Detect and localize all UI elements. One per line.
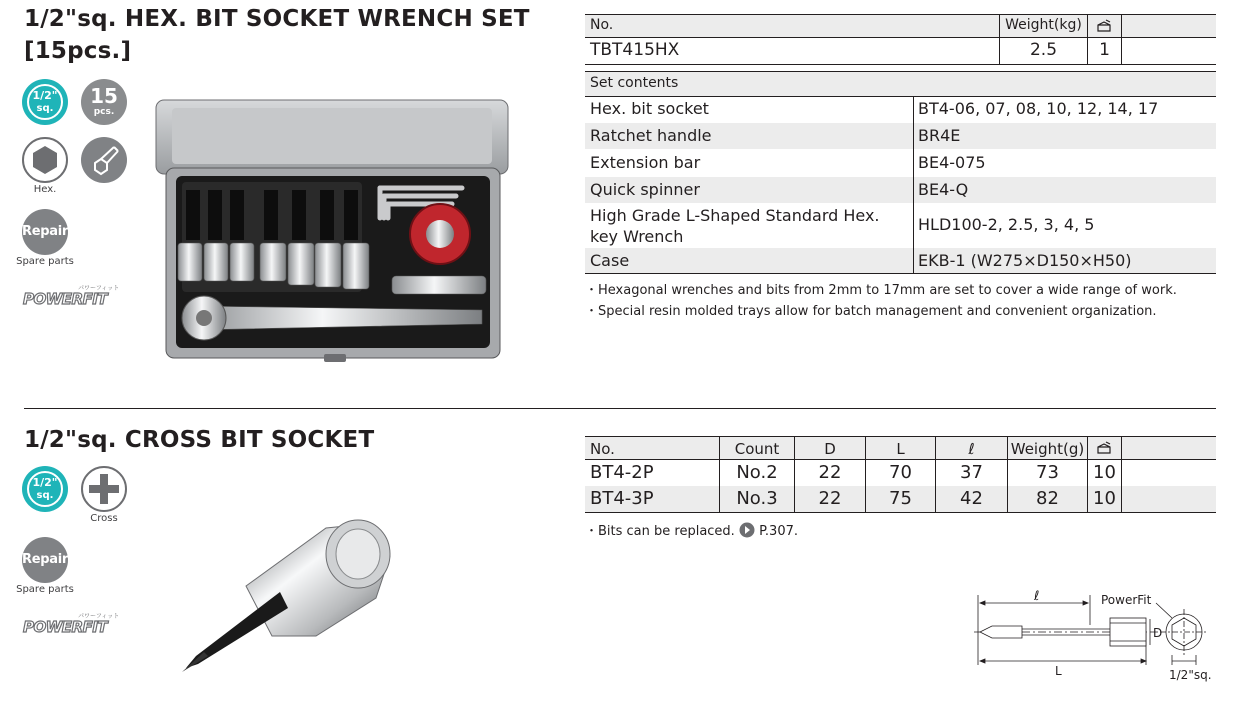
cross-row-1-no: BT4-2P (590, 462, 654, 483)
cross-bit-socket-image (176, 506, 398, 674)
cross-row-2-count: No.3 (736, 488, 778, 509)
cross-row-1-l: 70 (889, 462, 912, 483)
product1-title: 1/2"sq. HEX. BIT SOCKET WRENCH SET (24, 6, 530, 32)
cross-vline-7 (1121, 437, 1122, 512)
size-badge-2 (22, 466, 68, 512)
spec-header-weight: Weight(kg) (1005, 17, 1082, 33)
cross-row-1-count: No.2 (736, 462, 778, 483)
product1-subtitle: [15pcs.] (24, 38, 132, 64)
powerfit-logo (22, 283, 126, 307)
hex-badge (22, 137, 68, 183)
cross-row-2-d: 22 (818, 488, 842, 509)
contents-name-5: High Grade L-Shaped Standard Hex. key Wrench (590, 206, 880, 246)
socket-set-case-image (152, 98, 512, 366)
contents-bottom-rule (585, 273, 1216, 274)
contents-value-1: BT4-06, 07, 08, 10, 12, 14, 17 (918, 99, 1159, 118)
page-ref-arrow-icon (739, 522, 755, 538)
carton-icon (1096, 19, 1112, 33)
contents-header: Set contents (590, 75, 679, 91)
cross-row-1-d: 22 (818, 462, 842, 483)
repair-badge-2: Repair (22, 537, 68, 583)
spec-row-no: TBT415HX (590, 40, 680, 60)
product1-note-2: ・Special resin molded trays allow for batch management and convenient organization. (585, 304, 1157, 319)
cross-icon (83, 468, 125, 510)
cross-table-bottom-rule (585, 512, 1216, 513)
contents-name-4: Quick spinner (590, 180, 700, 199)
hex-bit-badge (81, 137, 127, 183)
repair-badge: Repair (22, 209, 68, 255)
cross-row-1-ell: 37 (960, 462, 983, 483)
contents-value-3: BE4-075 (918, 153, 986, 172)
cross-row-1-weight: 73 (1036, 462, 1059, 483)
cross-row-2-no: BT4-3P (590, 488, 654, 509)
spec-row-qty: 1 (1099, 40, 1110, 60)
repair-badge-2-caption: Spare parts (16, 584, 74, 595)
contents-name-2: Ratchet handle (590, 126, 712, 145)
cross-row-2-l: 75 (889, 488, 912, 509)
section-divider (24, 408, 1216, 409)
size-badge-2-unit: sq. (36, 490, 54, 501)
pieces-badge-unit: pcs. (93, 107, 115, 117)
contents-name-3: Extension bar (590, 153, 701, 172)
cross-header-weight: Weight(g) (1010, 440, 1085, 458)
contents-name-1: Hex. bit socket (590, 99, 709, 118)
hex-badge-caption: Hex. (33, 184, 57, 195)
powerfit-logo-2-text: POWERFIT (23, 618, 108, 635)
dimension-ell-label: ℓ (1034, 589, 1040, 604)
size-badge-unit: sq. (36, 103, 54, 114)
product2-note-ref[interactable]: P.307. (759, 524, 799, 539)
cross-badge-caption: Cross (90, 513, 118, 524)
repair-badge-caption: Spare parts (16, 256, 74, 267)
pieces-badge (81, 79, 127, 125)
cross-header-d: D (824, 440, 836, 458)
cross-header-count: Count (734, 440, 780, 458)
size-badge-num: 1/2" (32, 89, 58, 102)
product2-note-text: ・Bits can be replaced. (585, 524, 735, 539)
spec-bottom-rule (585, 64, 1216, 65)
cross-row-2-ell: 42 (960, 488, 983, 509)
powerfit-logo-2 (22, 611, 126, 635)
product2-title: 1/2"sq. CROSS BIT SOCKET (24, 427, 375, 453)
cross-header-no: No. (590, 440, 615, 458)
contents-value-2: BR4E (918, 126, 961, 145)
dimension-l-label: L (1055, 664, 1062, 678)
spec-row-weight: 2.5 (1029, 40, 1058, 60)
product2-note (585, 520, 798, 539)
powerfit-logo-kana: パワーフィット (78, 285, 120, 292)
spec-header-no: No. (590, 17, 614, 33)
contents-vline (913, 97, 914, 273)
cross-header-ell: ℓ (968, 440, 975, 458)
contents-name-6: Case (590, 251, 630, 270)
cross-row-1-qty: 10 (1093, 462, 1116, 483)
dimension-drawing (960, 585, 1230, 685)
cross-header-l: L (896, 440, 905, 458)
powerfit-logo-2-kana: パワーフィット (78, 613, 120, 620)
cross-badge (81, 466, 127, 512)
contents-header-rule (585, 96, 1216, 97)
dimension-sq-label: 1/2"sq. (1169, 668, 1212, 682)
contents-value-5: HLD100-2, 2.5, 3, 4, 5 (918, 215, 1095, 234)
cross-row-2-weight: 82 (1036, 488, 1059, 509)
carton-icon-2 (1096, 441, 1112, 455)
powerfit-logo-text: POWERFIT (23, 290, 108, 307)
spec-vline-3 (1121, 15, 1122, 64)
product1-note-1: ・Hexagonal wrenches and bits from 2mm to 17mm are set to cover a wide range of work. (585, 283, 1177, 298)
size-badge (22, 79, 68, 125)
hex-bit-icon (81, 137, 127, 183)
dimension-d-label: D (1153, 626, 1163, 640)
dimension-brand-label: PowerFit (1101, 593, 1152, 607)
size-badge-2-num: 1/2" (32, 476, 58, 489)
hexagon-icon (24, 139, 66, 181)
contents-header-bg (585, 72, 1216, 96)
contents-value-6: EKB-1 (W275×D150×H50) (918, 251, 1132, 270)
pieces-badge-num: 15 (90, 84, 118, 108)
contents-value-4: BE4-Q (918, 180, 969, 199)
cross-row-2-qty: 10 (1093, 488, 1116, 509)
